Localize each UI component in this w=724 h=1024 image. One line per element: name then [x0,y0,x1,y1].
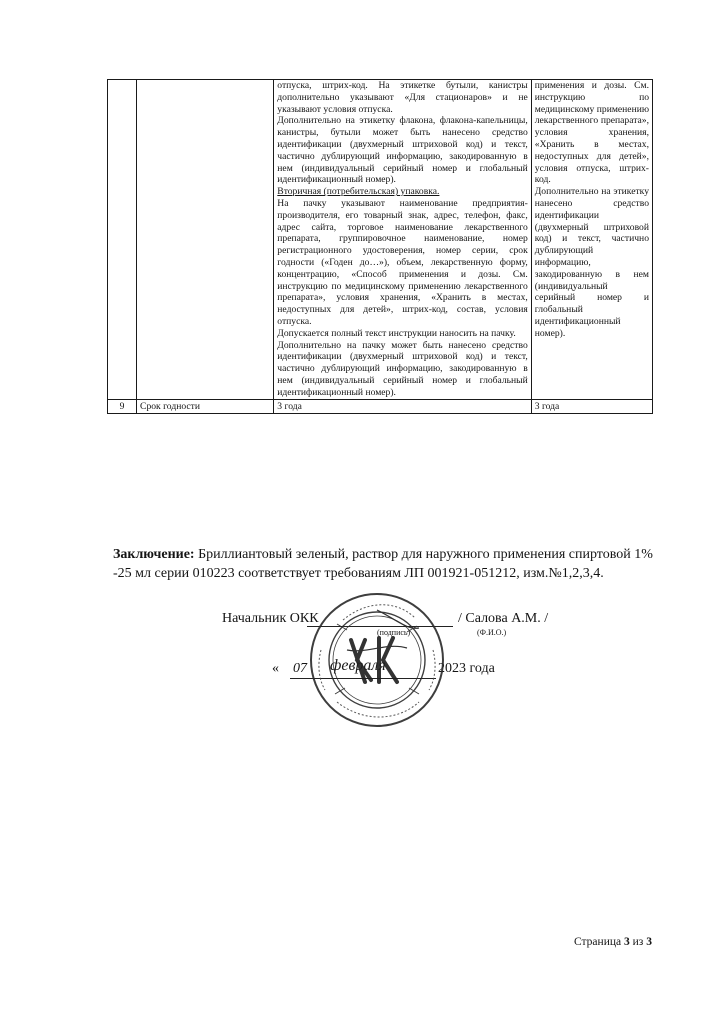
actual-text [535,80,649,340]
company-seal-stamp [307,590,447,730]
row-number-cell [108,80,137,400]
actual-cell [531,80,652,400]
fio-caption: (Ф.И.О.) [477,628,507,637]
signature-caption: (подпись) [377,628,411,637]
page-number [574,936,652,948]
date-year: 2023 года [438,661,495,676]
requirement-paragraph: Допускается полный текст инструкции наносить на пачку. [277,327,516,339]
table-row [108,399,653,413]
signatory-name: / Салова А.М. / [458,611,549,626]
row-name-cell [137,80,274,400]
specification-table [107,79,653,414]
conclusion [113,545,673,583]
date-month-handwritten: февраля [330,657,386,674]
conclusion-text: Бриллиантовый зеленый, раствор для наружного применения спиртовой 1% -25 мл серии 010223 соответствует требованиям ЛП 001921-051212, изм.№1,2,3,4. [113,547,653,581]
date-day: 07 [293,661,307,676]
actual-cell: 3 года [531,399,652,413]
row-number-cell: 9 [108,399,137,413]
conclusion-label: Заключение: [113,547,195,562]
requirement-paragraph: Дополнительно на этикетку флакона, флакона-капельницы, канистры, бутыли может быть нанесено средство идентификации (двухмерный штриховой код) и текст, частично дублирующий информацию, закодированную в нем (индивидуальный серийный номер и глобальный идентификационный номер). [277,115,528,186]
requirement-paragraph: отпуска, штрих-код. На этикетке бутыли, канистры дополнительно указывают «Для стационаров» и не указывают условия отпуска. [277,80,528,115]
requirement-paragraph: На пачку указывают наименование предприятия-производителя, его товарный знак, адрес, телефон, факс, адрес сайта, торговое наименование лекарственного препарата, группировочное наименование, номер регистрационного удостоверения, номер серии, срок годности («Годен до…»), объем, лекарственную форму, концентрацию, «Способ применения и дозы. См. инструкцию по медицинскому применению лекарственного препарата», условия хранения, «Хранить в местах, недоступных для детей», штрих-код, состав, условия отпуска. [277,197,528,327]
page-label: Страница [574,936,622,948]
page-total: 3 [646,936,652,948]
date-quote: « [272,661,279,676]
requirement-paragraph: Дополнительно на пачку может быть нанесено средство идентификации (двухмерный штриховой код) и текст, частично дублирующий информацию, закодированную в нем (индивидуальный серийный номер и глобальный идентификационный номер). [277,339,528,398]
signatory-role: Начальник ОКК [222,611,319,626]
page-current: 3 [623,936,630,948]
actual-paragraph: применения и дозы. См. инструкцию по медицинскому применению лекарственного препарата», условия хранения, «Хранить в местах, недоступных для детей», условия отпуска, штрих-код. [534,80,649,186]
requirement-text [277,80,527,399]
table-row [108,80,653,400]
row-name-cell: Срок годности [137,399,274,413]
actual-paragraph: Дополнительно на этикетку нанесено средство идентификации (двухмерный штриховой код) и текст, частично дублирующий информацию, закодированную в нем (индивидуальный серийный номер и глобальный идентификационный номер). [534,186,649,339]
requirement-cell: 3 года [274,399,531,413]
requirement-cell [274,80,531,400]
page-of: из [632,936,644,948]
requirement-paragraph: Вторичная (потребительская) упаковка. [277,186,440,198]
